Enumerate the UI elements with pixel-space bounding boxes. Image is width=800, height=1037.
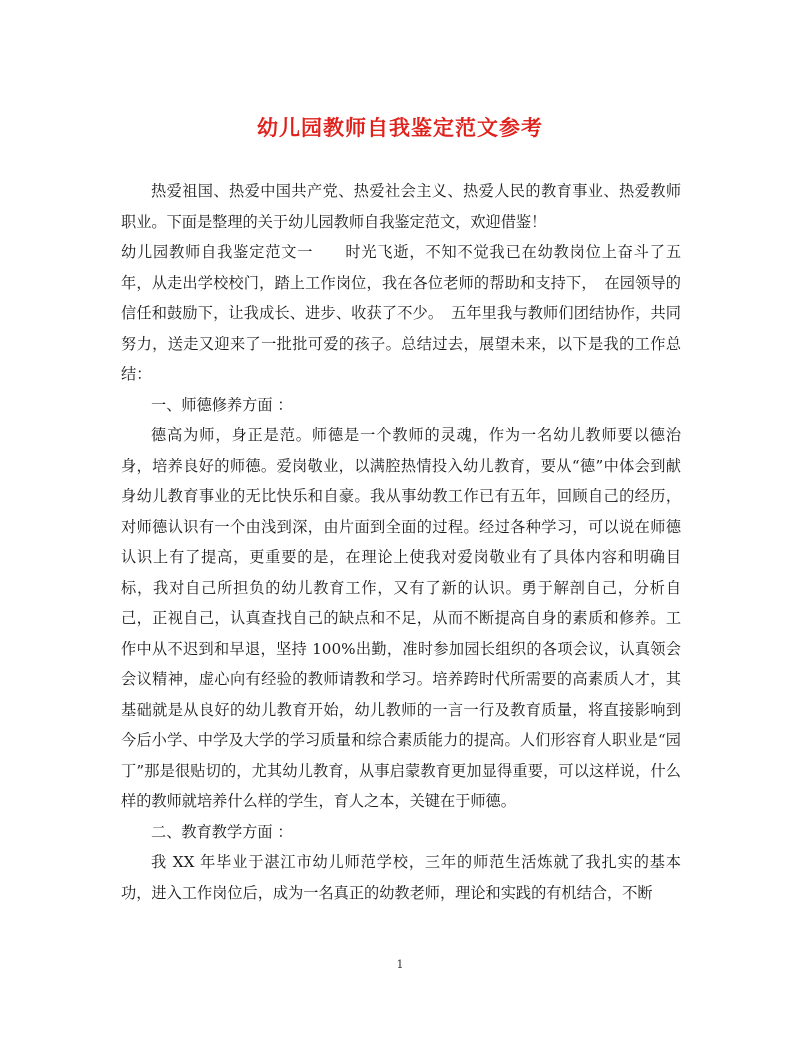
teaching-paragraph: 我 XX 年毕业于湛江市幼儿师范学校，三年的师范生活炼就了我扎实的基本功，进入工作岗位后，成为一名真正的幼教老师，理论和实践的有机结合，不断 xyxy=(121,853,681,902)
section-heading-ethics: 一、师德修养方面 ： xyxy=(151,395,293,414)
section-heading-teaching: 二、教育教学方面 ： xyxy=(151,822,293,841)
document-title: 幼儿园教师自我鉴定范文参考 xyxy=(257,115,543,140)
sample-one-paragraph: 幼儿园教师自我鉴定范文一 时光飞逝，不知不觉我已在幼教岗位上奋斗了五年，从走出学校校门，踏上工作岗位，我在各位老师的帮助和支持下， 在园领导的信任和鼓励下，让我成长、进步、收获了不少。 五年里我与教师们团结协作，共同努力，送走又迎来了一批批可爱的孩子。总结过去，展望未来，以下是我的工作总结： xyxy=(121,243,681,383)
document-body xyxy=(121,176,681,908)
ethics-paragraph: 德高为师，身正是范。师德是一个教师的灵魂，作为一名幼儿教师要以德治身，培养良好的师德。爱岗敬业，以满腔热情投入幼儿教育，要从“德”中体会到献身幼儿教育事业的无比快乐和自豪。我从事幼教工作已有五年，回顾自己的经历，对师德认识有一个由浅到深，由片面到全面的过程。经过各种学习，可以说在师德认识上有了提高，更重要的是，在理论上使我对爱岗敬业有了具体内容和明确目标，我对自己所担负的幼儿教育工作，又有了新的认识。勇于解剖自己，分析自己，正视自己，认真查找自己的缺点和不足，从而不断提高自身的素质和修养。工作中从不迟到和早退，坚持 100%出勤，准时参加园长组织的各项会议，认真领会会议精神，虚心向有经验的教师请教和学习。培养跨时代所需要的高素质人才，其基础就是从良好的幼儿教育开始，幼儿教师的一言一行及教育质量，将直接影响到今后小学、中学及大学的学习质量和综合素质能力的提高。人们形容育人职业是“园丁”那是很贴切的，尤其幼儿教育，从事启蒙教育更加显得重要，可以这样说，什么样的教师就培养什么样的学生，育人之本，关键在于师德。 xyxy=(121,426,681,810)
intro-paragraph: 热爱祖国、热爱中国共产党、热爱社会主义、热爱人民的教育事业、热爱教师职业。下面是整理的关于幼儿园教师自我鉴定范文，欢迎借鉴！ xyxy=(121,182,681,231)
page-number: 1 xyxy=(396,958,404,971)
